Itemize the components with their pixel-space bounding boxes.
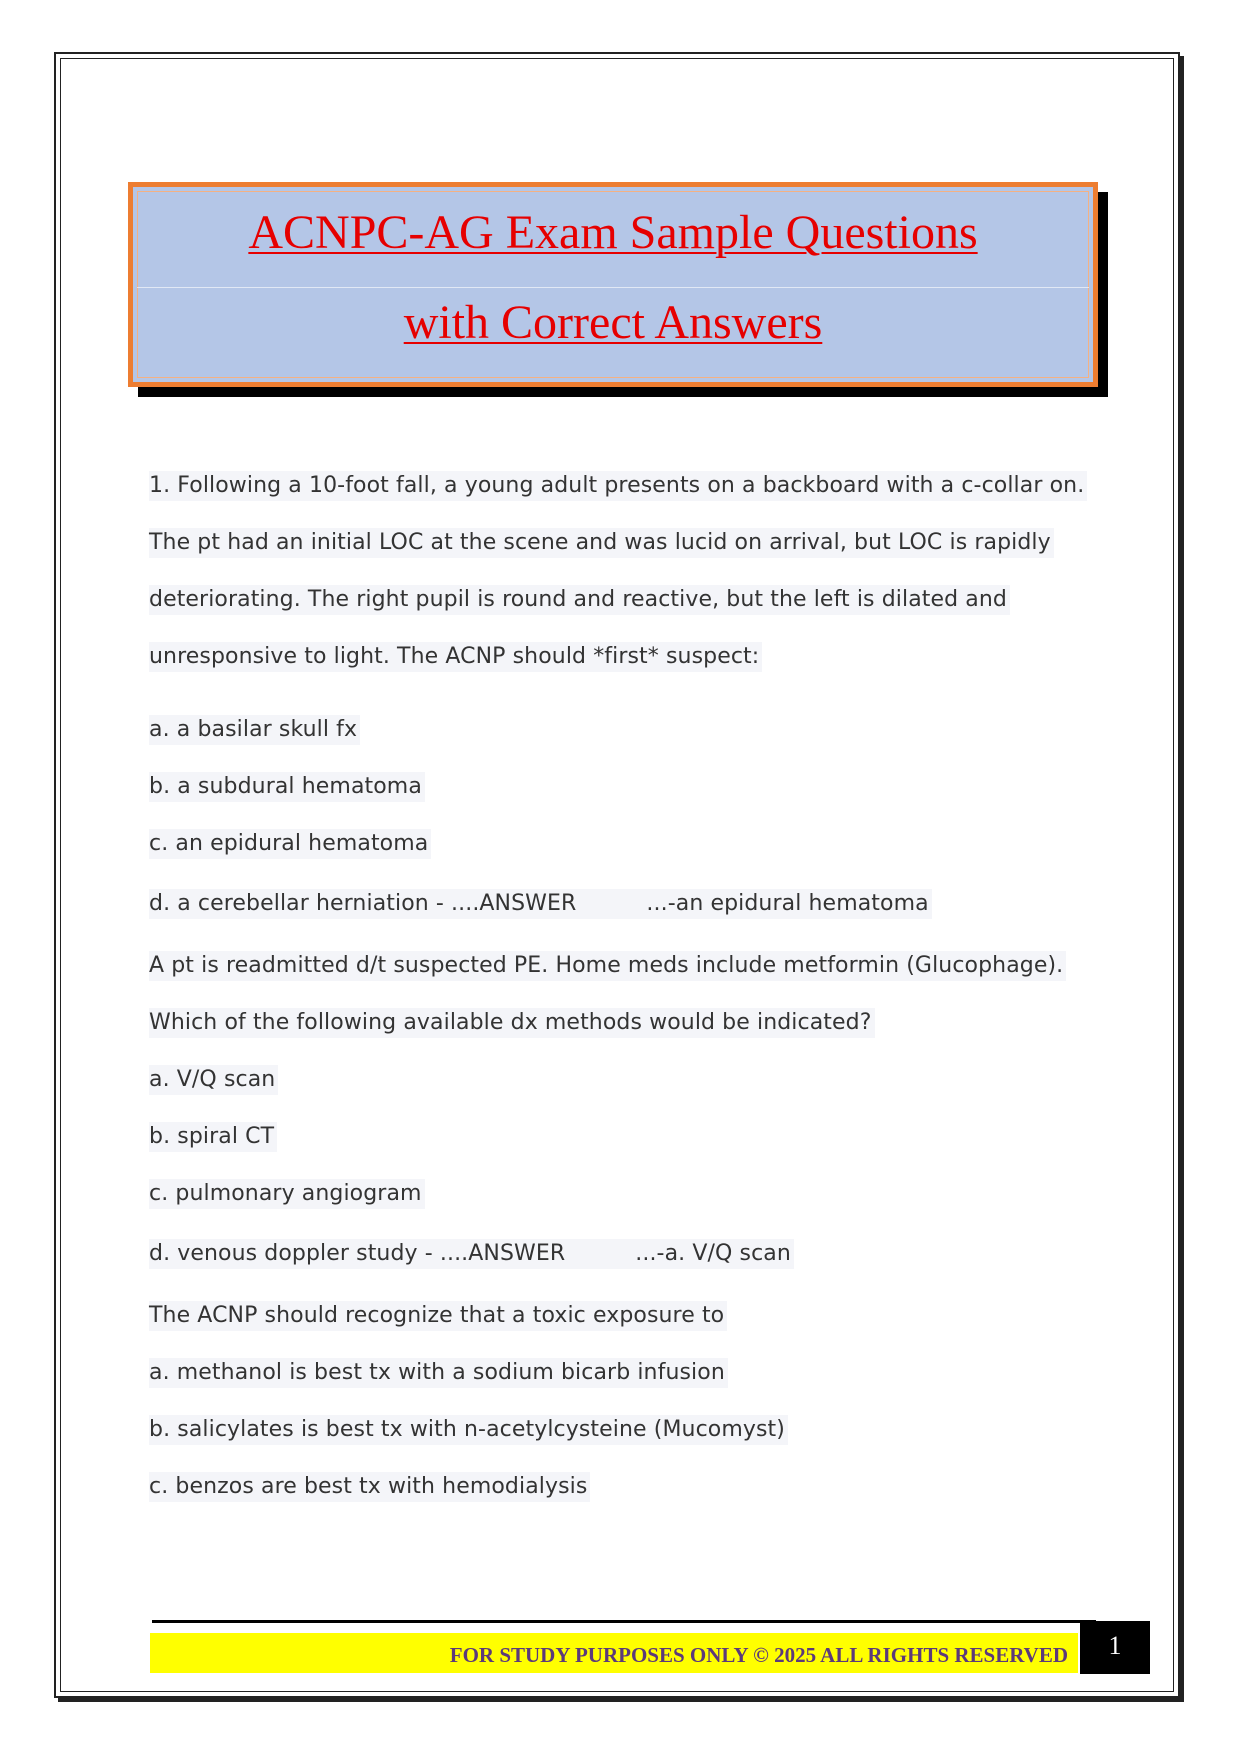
- question-1-stem-line-1: 1. Following a 10-foot fall, a young adult presents on a backboard with a c-collar on.: [149, 471, 1087, 501]
- question-3-option-a: a. methanol is best tx with a sodium bicarb infusion: [149, 1358, 728, 1388]
- question-1-answer: ...-an epidural hematoma: [646, 891, 929, 916]
- question-2-stem-line-2: Which of the following available dx methods would be indicated?: [149, 1008, 875, 1038]
- question-1-stem-line-4: unresponsive to light. The ACNP should *first* suspect:: [149, 642, 762, 672]
- title-row-divider: [137, 287, 1089, 288]
- footer-rule: [152, 1620, 1096, 1623]
- page-number: 1: [1080, 1621, 1150, 1674]
- question-1-stem-line-3: deteriorating. The right pupil is round and reactive, but the left is dilated and: [149, 585, 1010, 615]
- question-3-option-c: c. benzos are best tx with hemodialysis: [149, 1472, 590, 1502]
- question-1-stem-line-2: The pt had an initial LOC at the scene and was lucid on arrival, but LOC is rapidly: [149, 528, 1054, 558]
- question-1-option-c: c. an epidural hematoma: [149, 829, 431, 859]
- question-3-stem-line-1: The ACNP should recognize that a toxic exposure to: [149, 1301, 727, 1331]
- question-1-answer-row: [149, 889, 932, 919]
- question-2-answer: ...-a. V/Q scan: [635, 1241, 791, 1266]
- page-border-shadow-bottom: [58, 1698, 1184, 1702]
- question-2-option-a: a. V/Q scan: [149, 1065, 278, 1095]
- question-1-option-b: b. a subdural hematoma: [149, 772, 425, 802]
- document-title-line-2: with Correct Answers: [403, 296, 823, 349]
- question-1-option-d: d. a cerebellar herniation - ....ANSWER: [149, 891, 577, 916]
- question-2-answer-row: [149, 1239, 794, 1269]
- footer-notice: FOR STUDY PURPOSES ONLY © 2025 ALL RIGHTS RESERVED: [150, 1633, 1078, 1673]
- document-title-line-1: ACNPC-AG Exam Sample Questions: [248, 206, 978, 259]
- question-2-stem-line-1: A pt is readmitted d/t suspected PE. Home meds include metformin (Glucophage).: [149, 951, 1066, 981]
- question-1-option-a: a. a basilar skull fx: [149, 715, 360, 745]
- title-box: [128, 182, 1098, 387]
- question-2-option-b: b. spiral CT: [149, 1122, 277, 1152]
- page-border-shadow-right: [1180, 56, 1184, 1700]
- question-2-option-c: c. pulmonary angiogram: [149, 1179, 425, 1209]
- question-3-option-b: b. salicylates is best tx with n-acetylcysteine (Mucomyst): [149, 1415, 788, 1445]
- question-2-option-d: d. venous doppler study - ....ANSWER: [149, 1241, 566, 1266]
